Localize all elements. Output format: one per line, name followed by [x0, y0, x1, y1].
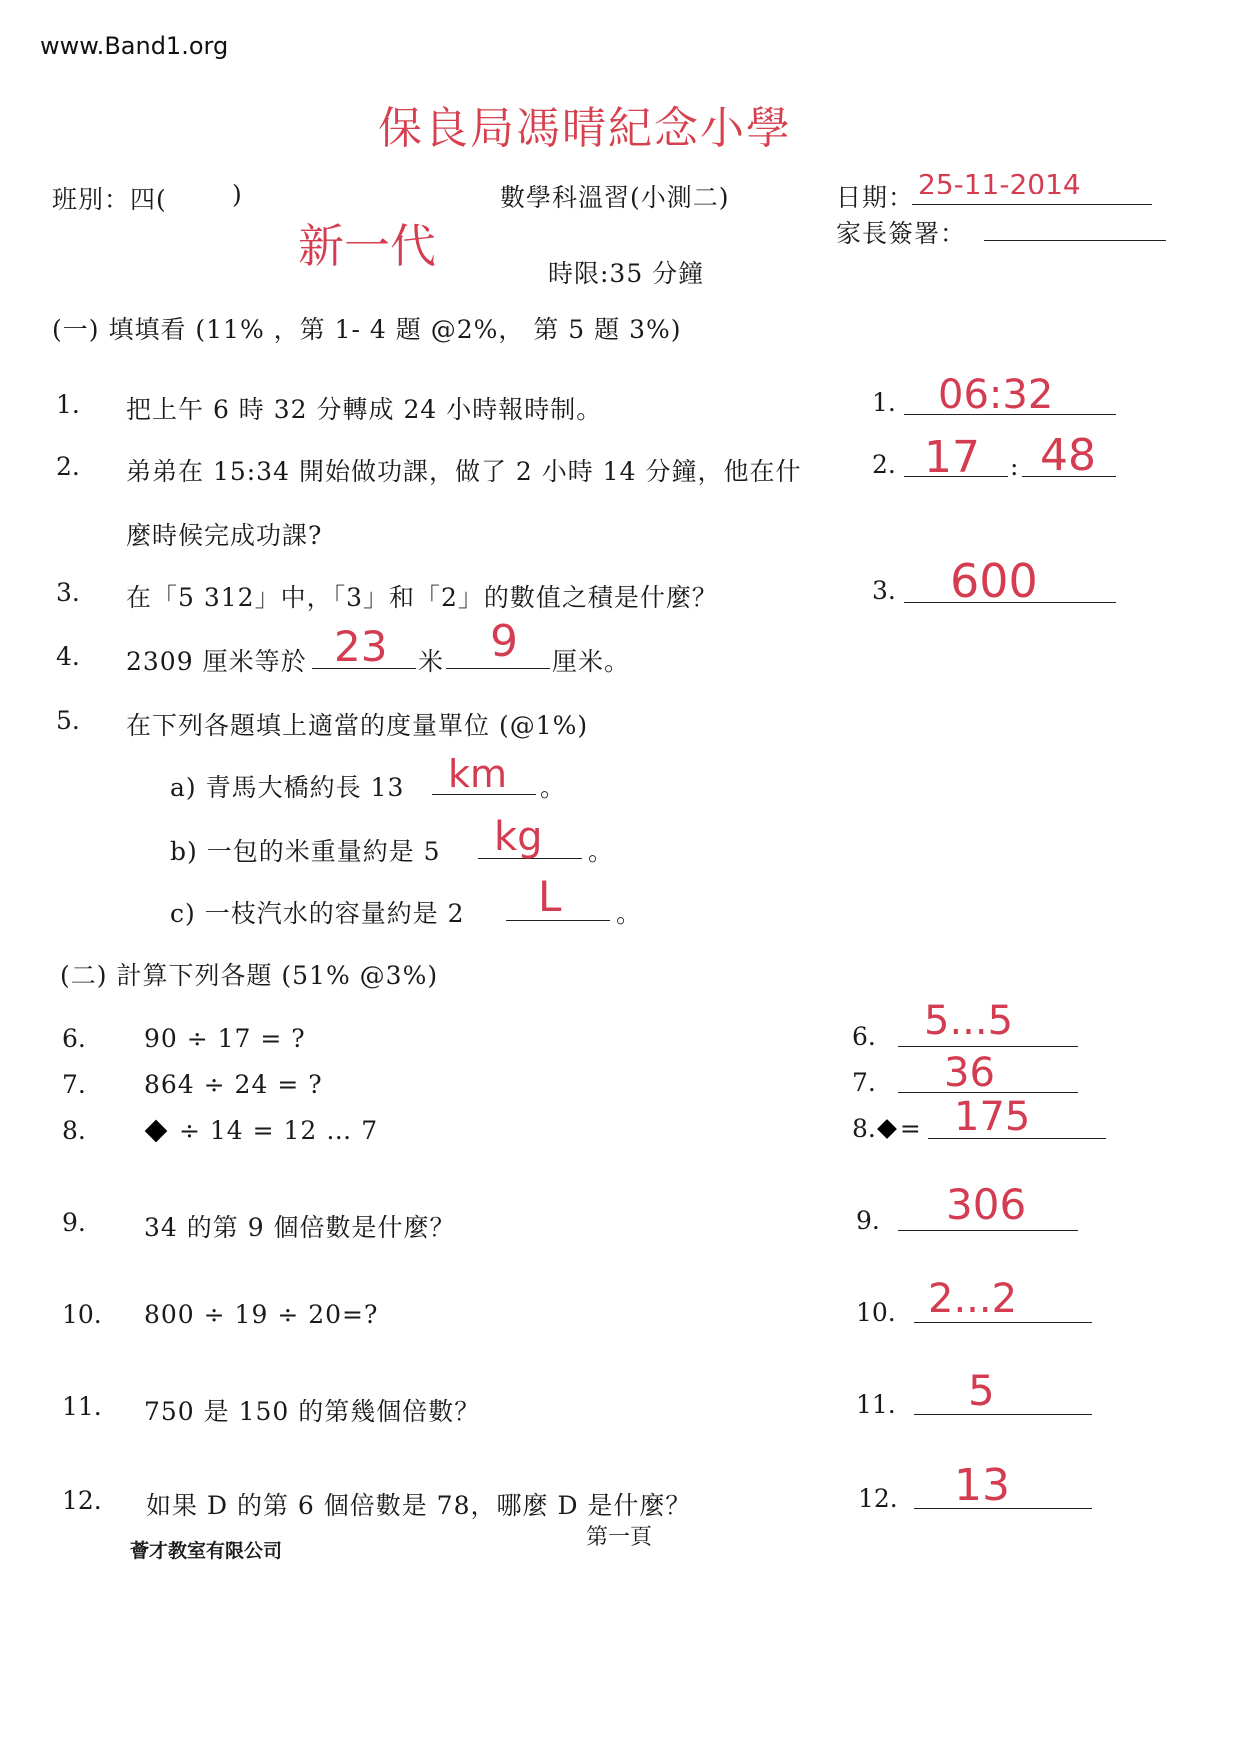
q3-answer-label: 3. [872, 576, 896, 605]
q7-answer: 36 [944, 1050, 995, 1096]
date-value: 25-11-2014 [918, 168, 1081, 194]
q5a-answer: km [448, 752, 508, 796]
q1-answer: 06:32 [938, 372, 1054, 418]
q2-answer-minute: 48 [1040, 430, 1096, 481]
q4-text-c: 厘米。 [552, 647, 631, 676]
footer-company: 薈才教室有限公司 [130, 1540, 283, 1562]
q11-number: 11. [62, 1392, 102, 1421]
q12-number: 12. [62, 1486, 102, 1515]
q2-text-line2: 麼時候完成功課? [126, 521, 323, 550]
q2-answer-label: 2. [872, 450, 896, 479]
q5a-end: 。 [540, 773, 567, 802]
q9-answer: 306 [946, 1180, 1027, 1229]
date-line [912, 204, 1152, 205]
site-url: www.Band1.org [40, 32, 229, 60]
q7-number: 7. [62, 1070, 86, 1099]
q5-text: 在下列各題填上適當的度量單位 (@1%) [126, 711, 589, 740]
q8-number: 8. [62, 1116, 86, 1145]
q8-answer-label-num: 8. [852, 1114, 876, 1143]
q5-number: 5. [56, 706, 80, 735]
date-label: 日期： [836, 183, 915, 212]
q1-number: 1. [56, 390, 80, 419]
q7-text: 864 ÷ 24 = ? [144, 1070, 323, 1099]
q4-line-b [446, 668, 550, 669]
class-close: ) [232, 180, 243, 209]
q3-number: 3. [56, 578, 80, 607]
q5c-text: c) 一枝汽水的容量約是 2 [170, 899, 465, 928]
q10-number: 10. [62, 1300, 102, 1329]
q10-answer: 2...2 [928, 1276, 1018, 1322]
q12-text: 如果 D 的第 6 個倍數是 78，哪麼 D 是什麼？ [146, 1491, 692, 1520]
student-name: 新一代 [298, 219, 436, 273]
q5a-text: a) 青馬大橋約長 13 [170, 773, 405, 802]
q9-answer-line [898, 1230, 1078, 1231]
section1-title: (一) 填填看 (11% ，第 1- 4 題 @2%， 第 5 題 3%) [52, 315, 682, 344]
q11-answer-label: 11. [856, 1390, 896, 1419]
q9-number: 9. [62, 1208, 86, 1237]
q3-answer: 600 [950, 554, 1038, 608]
q4-answer-b: 9 [490, 616, 518, 667]
q11-text: 750 是 150 的第幾個倍數？ [144, 1397, 481, 1426]
q5b-answer: kg [494, 814, 543, 860]
q6-text: 90 ÷ 17 = ? [144, 1024, 306, 1053]
q11-answer: 5 [968, 1366, 995, 1415]
footer-page-number: 第一頁 [586, 1525, 653, 1550]
parent-sign-line [984, 240, 1166, 241]
q4-text-a: 2309 厘米等於 [126, 647, 307, 676]
q8-expression [144, 1116, 378, 1145]
q3-text: 在「5 312」中，「3」和「2」的數值之積是什麼？ [126, 583, 718, 612]
q1-answer-label: 1. [872, 388, 896, 417]
q6-answer-label: 6. [852, 1022, 876, 1051]
q6-answer-line [898, 1046, 1078, 1047]
q9-answer-label: 9. [856, 1206, 880, 1235]
q2-number: 2. [56, 452, 80, 481]
q12-answer-label: 12. [858, 1484, 898, 1513]
q9-text: 34 的第 9 個倍數是什麼？ [144, 1213, 456, 1242]
q4-text-b: 米 [418, 647, 445, 676]
q8-text: ÷ 14 = 12 … 7 [178, 1116, 379, 1145]
q2-text-line1: 弟弟在 15:34 開始做功課，做了 2 小時 14 分鐘，他在什 [126, 457, 802, 486]
q8-answer: 175 [954, 1094, 1031, 1140]
q2-colon: : [1010, 452, 1019, 481]
q10-answer-line [914, 1322, 1092, 1323]
q5b-end: 。 [588, 837, 615, 866]
time-limit: 時限:35 分鐘 [548, 259, 705, 288]
q11-answer-line [914, 1414, 1092, 1415]
class-label: 班別：四( [52, 185, 167, 214]
q10-answer-label: 10. [856, 1298, 896, 1327]
q2-answer-hour: 17 [924, 432, 980, 483]
q8-answer-eq: = [899, 1114, 921, 1143]
q7-answer-label: 7. [852, 1068, 876, 1097]
q10-text: 800 ÷ 19 ÷ 20=? [144, 1300, 379, 1329]
q4-number: 4. [56, 642, 80, 671]
q6-number: 6. [62, 1024, 86, 1053]
section2-title: (二) 計算下列各題 (51% @3%) [60, 961, 439, 990]
parent-sign-label: 家長簽署： [836, 219, 967, 248]
q8-answer-label [852, 1114, 921, 1143]
q5c-answer: L [538, 872, 562, 921]
diamond-icon [877, 1119, 897, 1139]
q6-answer: 5...5 [924, 998, 1014, 1044]
q5b-text: b) 一包的米重量約是 5 [170, 837, 441, 866]
q5c-end: 。 [616, 899, 643, 928]
school-name: 保良局馮晴紀念小學 [378, 103, 792, 154]
q4-answer-a: 23 [334, 622, 388, 671]
q12-answer: 13 [954, 1460, 1010, 1511]
subject-title: 數學科溫習(小測二) [500, 183, 730, 212]
diamond-icon [145, 1120, 168, 1143]
q1-text: 把上午 6 時 32 分轉成 24 小時報時制。 [126, 395, 603, 424]
